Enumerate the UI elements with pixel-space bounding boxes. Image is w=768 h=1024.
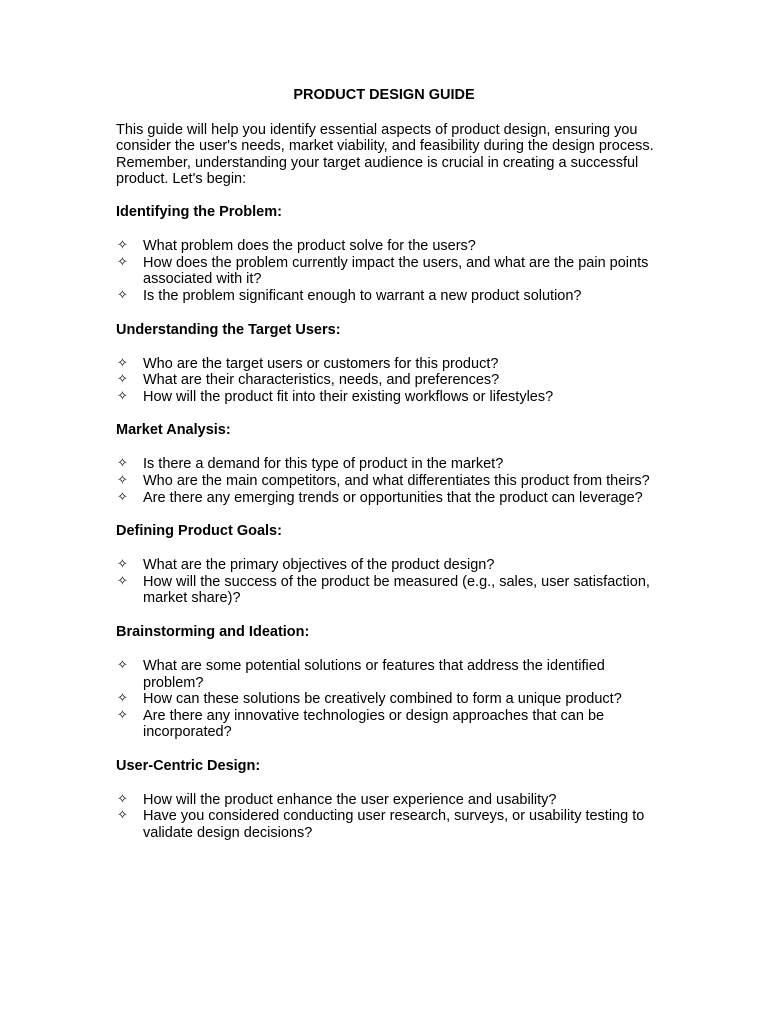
list-item-text: How will the success of the product be measured (e.g., sales, user satisfaction, market share)?	[143, 573, 650, 607]
section-heading: User-Centric Design:	[116, 757, 261, 774]
star-outline-icon: ✧	[117, 388, 128, 404]
star-outline-icon: ✧	[117, 657, 128, 673]
bullet-list	[116, 356, 768, 406]
section	[116, 204, 768, 304]
list-item	[116, 473, 653, 490]
list-item	[116, 574, 653, 607]
section-heading: Defining Product Goals:	[116, 523, 282, 540]
list-item	[116, 238, 653, 255]
list-item	[116, 792, 653, 809]
section	[116, 322, 768, 406]
list-item	[116, 288, 653, 305]
star-outline-icon: ✧	[117, 707, 128, 723]
star-outline-icon: ✧	[117, 573, 128, 589]
list-item-text: What are some potential solutions or features that address the identified problem?	[143, 657, 605, 691]
star-outline-icon: ✧	[117, 372, 128, 388]
list-item	[116, 255, 653, 288]
section-heading: Market Analysis:	[116, 422, 231, 439]
list-item-text: Who are the main competitors, and what differentiates this product from theirs?	[143, 472, 650, 489]
bullet-list	[116, 792, 768, 842]
list-item-text: How will the product enhance the user experience and usability?	[143, 791, 557, 808]
bullet-list	[116, 456, 768, 506]
star-outline-icon: ✧	[117, 791, 128, 807]
section-heading: Understanding the Target Users:	[116, 321, 341, 338]
star-outline-icon: ✧	[117, 472, 128, 488]
list-item-text: Are there any emerging trends or opportunities that the product can leverage?	[143, 489, 643, 506]
section	[116, 422, 768, 506]
list-item-text: What are the primary objectives of the product design?	[143, 557, 495, 574]
list-item	[116, 389, 653, 406]
section-heading: Identifying the Problem:	[116, 204, 282, 221]
list-item-text: Have you considered conducting user research, surveys, or usability testing to validate design decisions?	[143, 808, 645, 842]
list-item-text: Is there a demand for this type of product in the market?	[143, 456, 504, 473]
list-item	[116, 658, 653, 691]
list-item	[116, 356, 653, 373]
star-outline-icon: ✧	[117, 355, 128, 371]
star-outline-icon: ✧	[117, 238, 128, 254]
list-item-text: Are there any innovative technologies or design approaches that can be incorporated?	[143, 707, 605, 741]
star-outline-icon: ✧	[117, 808, 128, 824]
star-outline-icon: ✧	[117, 557, 128, 573]
section	[116, 624, 768, 741]
bullet-list	[116, 658, 768, 741]
bullet-list	[116, 557, 768, 607]
list-item-text: What are their characteristics, needs, and preferences?	[143, 372, 500, 389]
intro-paragraph: This guide will help you identify essential aspects of product design, ensuring you consider the user's needs, market viability, and feasibility during the design process. Remember, understanding your target audience is crucial in creating a successful product. Let's begin:	[116, 122, 654, 187]
section-heading: Brainstorming and Ideation:	[116, 623, 310, 640]
sections-container	[116, 204, 768, 841]
list-item-text: How does the problem currently impact the users, and what are the pain points associated with it?	[143, 254, 649, 288]
list-item-text: Who are the target users or customers for this product?	[143, 355, 499, 372]
list-item-text: How will the product fit into their existing workflows or lifestyles?	[143, 388, 554, 405]
section	[116, 758, 768, 842]
list-item	[116, 490, 653, 507]
document-title: PRODUCT DESIGN GUIDE	[293, 87, 475, 103]
section	[116, 523, 768, 607]
list-item-text: How can these solutions be creatively combined to form a unique product?	[143, 691, 622, 708]
star-outline-icon: ✧	[117, 456, 128, 472]
list-item-text: Is the problem significant enough to warrant a new product solution?	[143, 287, 582, 304]
bullet-list	[116, 238, 768, 304]
star-outline-icon: ✧	[117, 489, 128, 505]
star-outline-icon: ✧	[117, 287, 128, 303]
list-item	[116, 456, 653, 473]
list-item	[116, 808, 653, 841]
list-item	[116, 557, 653, 574]
list-item	[116, 708, 653, 741]
list-item	[116, 372, 653, 389]
list-item-text: What problem does the product solve for the users?	[143, 238, 476, 255]
star-outline-icon: ✧	[117, 691, 128, 707]
list-item	[116, 691, 653, 708]
star-outline-icon: ✧	[117, 254, 128, 270]
